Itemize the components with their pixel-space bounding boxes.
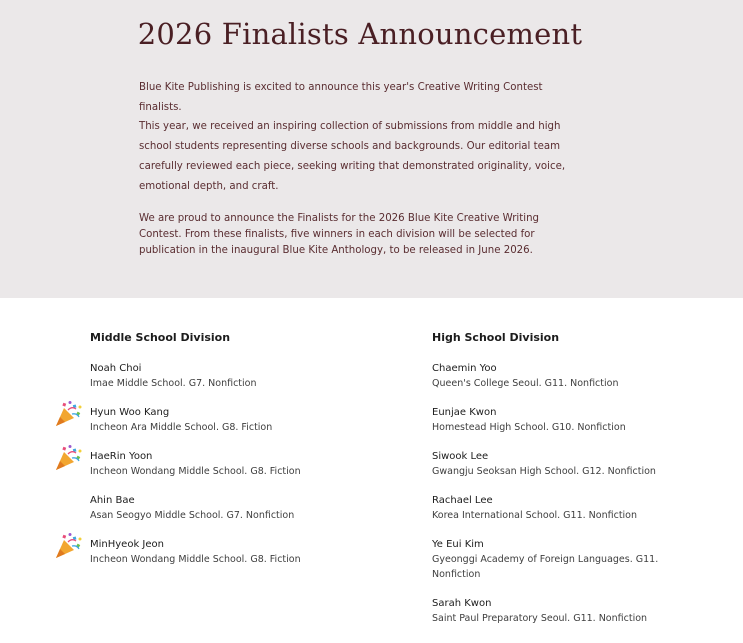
finalist-entry — [432, 537, 672, 582]
body-paragraph: This year, we received an inspiring collection of submissions from middle and high school students representing diverse schools and backgrounds. Our editorial team carefully reviewed each piece, seeking writing that demonstrated originality, voice, emotional depth, and craft. — [139, 121, 566, 192]
finalist-name: Ye Eui Kim — [432, 539, 484, 550]
finalist-entry — [90, 493, 330, 523]
finalist-name: Ahin Bae — [90, 495, 135, 506]
finalist-detail: Asan Seogyo Middle School. G7. Nonfiction — [90, 510, 295, 521]
division-heading: High School Division — [432, 331, 560, 344]
finalist-entry — [432, 405, 672, 435]
high-school-division — [432, 330, 732, 624]
finalist-entry — [432, 493, 672, 523]
finalist-entry — [90, 361, 330, 391]
finalist-name: Siwook Lee — [432, 451, 489, 462]
finalist-detail: Imae Middle School. G7. Nonfiction — [90, 378, 257, 389]
finalist-detail: Incheon Ara Middle School. G8. Fiction — [90, 422, 273, 433]
division-heading: Middle School Division — [90, 331, 231, 344]
page-title: 2026 Finalists Announcement — [137, 17, 583, 51]
finalist-detail: Saint Paul Preparatory Seoul. G11. Nonfiction — [432, 613, 648, 624]
party-popper-icon — [54, 444, 84, 472]
finalist-entry — [90, 449, 330, 479]
party-popper-icon — [54, 532, 84, 560]
finalist-name: Noah Choi — [90, 363, 142, 374]
finalist-name: Sarah Kwon — [432, 598, 492, 609]
finalist-name: HaeRin Yoon — [90, 451, 153, 462]
finalist-name: Eunjae Kwon — [432, 407, 497, 418]
middle-school-division — [90, 330, 390, 565]
announcement-paragraph: We are proud to announce the Finalists for the 2026 Blue Kite Creative Writing Contest. From these finalists, five winners in each division will be selected for publication in the inaugural Blue Kite Anthology, to be released in June 2026. — [139, 213, 540, 256]
finalist-entry — [432, 361, 672, 391]
finalist-detail: Incheon Wondang Middle School. G8. Fiction — [90, 466, 301, 477]
finalist-detail: Korea International School. G11. Nonfiction — [432, 510, 638, 521]
party-popper-icon — [54, 400, 84, 428]
finalist-entry — [432, 449, 672, 479]
finalist-detail: Gyeonggi Academy of Foreign Languages. G11. Nonfiction — [432, 554, 659, 580]
finalist-detail: Gwangju Seoksan High School. G12. Nonfiction — [432, 466, 656, 477]
finalist-entry — [432, 596, 672, 626]
finalist-entry — [90, 405, 330, 435]
finalist-detail: Incheon Wondang Middle School. G8. Fiction — [90, 554, 301, 565]
finalist-name: Rachael Lee — [432, 495, 493, 506]
finalist-name: Hyun Woo Kang — [90, 407, 170, 418]
finalist-entry — [90, 537, 330, 567]
intro-paragraph: Blue Kite Publishing is excited to announce this year's Creative Writing Contest finalists. — [139, 82, 543, 113]
hero-section — [0, 0, 743, 298]
finalist-detail: Queen's College Seoul. G11. Nonfiction — [432, 378, 619, 389]
finalist-name: MinHyeok Jeon — [90, 539, 164, 550]
finalist-detail: Homestead High School. G10. Nonfiction — [432, 422, 626, 433]
finalist-name: Chaemin Yoo — [432, 363, 497, 374]
